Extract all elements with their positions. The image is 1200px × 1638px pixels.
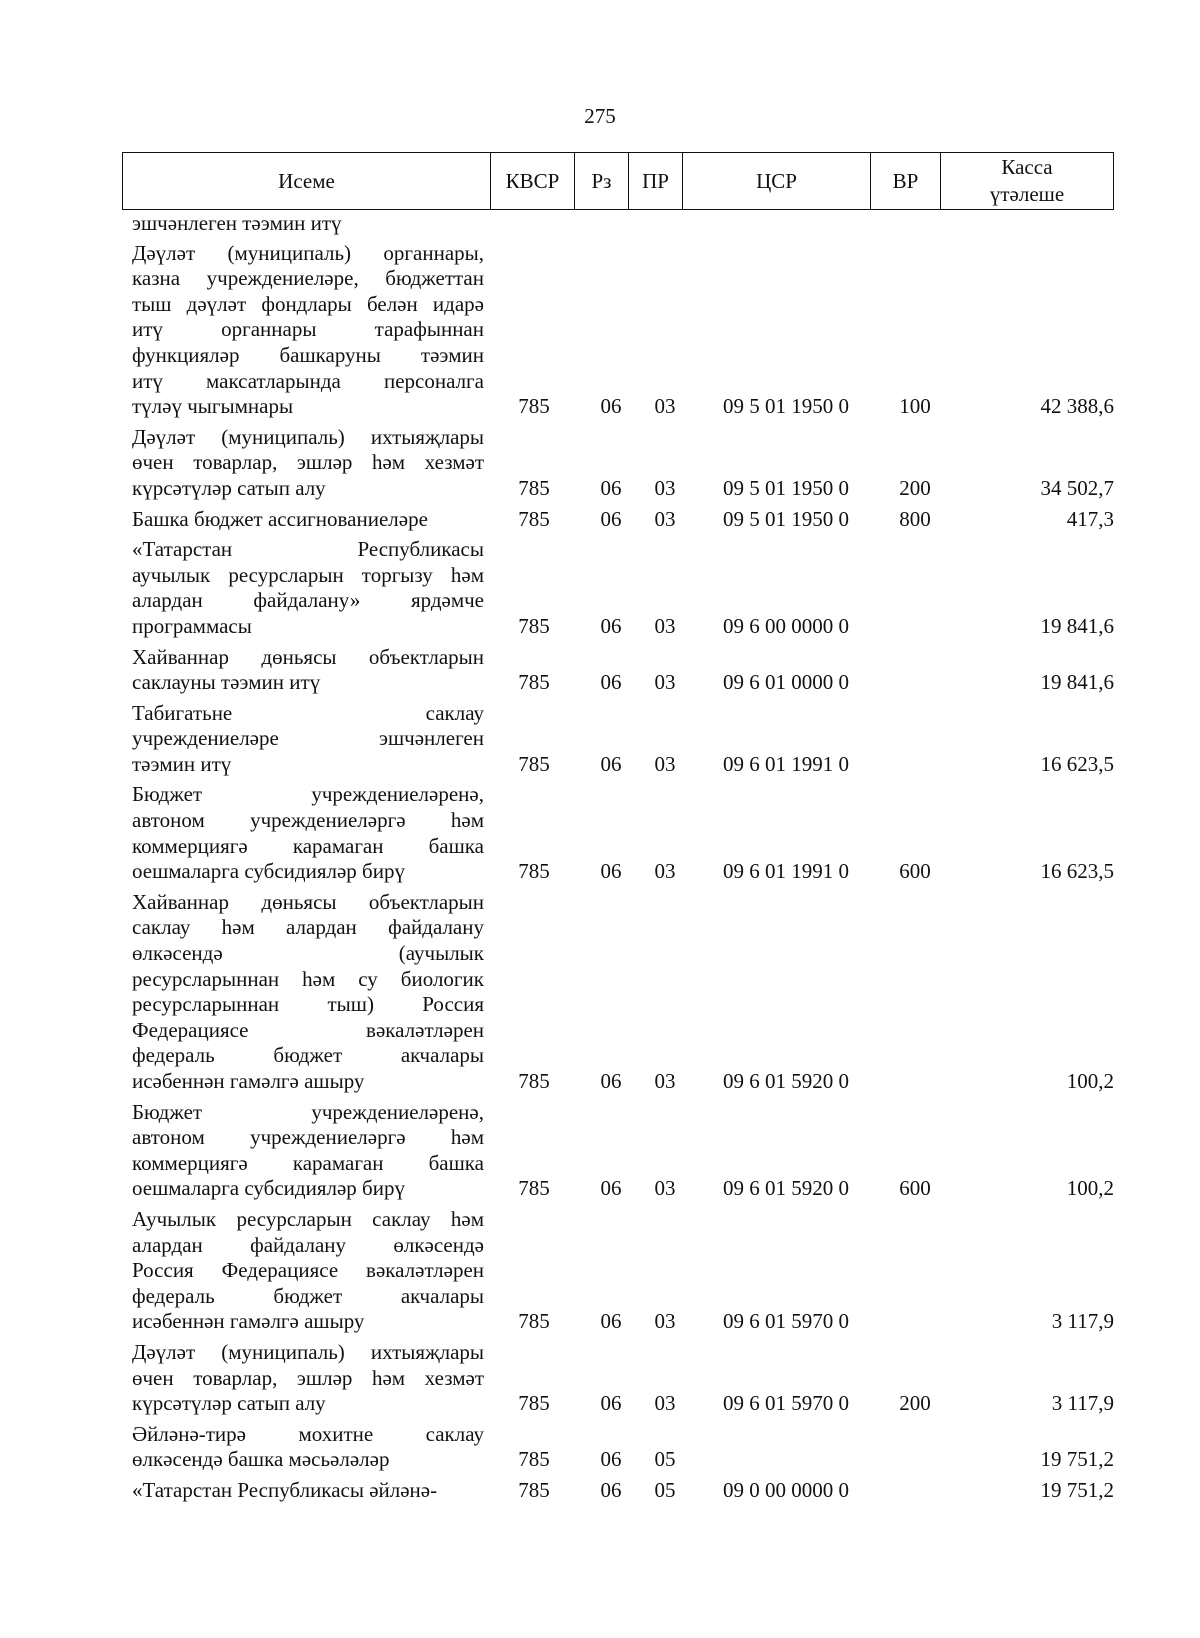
row-name-line: исәбеннән гамәлгә ашыру bbox=[132, 1069, 365, 1093]
table-row bbox=[132, 425, 1122, 502]
row-name bbox=[132, 425, 484, 502]
row-name-line: Әйләнә-тирә мохитне саклау bbox=[132, 1421, 484, 1446]
row-kvsr: 785 bbox=[518, 859, 550, 884]
row-kassa: 3 117,9 bbox=[1051, 1309, 1114, 1334]
row-pr: 03 bbox=[654, 859, 676, 884]
row-name-line: автоном учреждениеләргә һәм bbox=[132, 808, 484, 833]
row-pr: 03 bbox=[654, 1309, 676, 1334]
header-name: Исеме bbox=[123, 153, 491, 209]
row-kvsr: 785 bbox=[518, 475, 550, 500]
row-name-line: оешмаларга субсидияләр бирү bbox=[132, 859, 405, 884]
row-name-line: Бюджет учреждениеләренә, bbox=[132, 782, 484, 807]
row-name-line: Башка бюджет ассигнованиеләре bbox=[132, 506, 428, 531]
row-csr: 09 6 01 5920 0 bbox=[723, 1069, 849, 1093]
header-vr: ВР bbox=[871, 153, 941, 209]
row-name-line: коммерциягә карамаган башка bbox=[132, 833, 484, 858]
row-pr: 05 bbox=[654, 1477, 676, 1502]
row-name bbox=[132, 241, 484, 420]
row-kvsr: 785 bbox=[518, 1309, 550, 1334]
row-csr: 09 0 00 0000 0 bbox=[723, 1477, 849, 1502]
row-name-line: программасы bbox=[132, 613, 252, 638]
row-name bbox=[132, 1100, 484, 1202]
table-row bbox=[132, 1478, 1122, 1504]
header-kassa bbox=[941, 153, 1113, 209]
row-kassa: 19 751,2 bbox=[1040, 1447, 1114, 1472]
row-vr: 200 bbox=[899, 1391, 931, 1416]
row-rz: 06 bbox=[600, 506, 622, 531]
row-name-line: түләү чыгымнары bbox=[132, 394, 294, 419]
row-rz: 06 bbox=[600, 1176, 622, 1201]
row-name bbox=[132, 890, 484, 1095]
row-csr: 09 5 01 1950 0 bbox=[723, 394, 849, 419]
row-pr: 03 bbox=[654, 394, 676, 419]
row-kassa: 19 841,6 bbox=[1040, 670, 1114, 695]
row-kassa: 19 751,2 bbox=[1040, 1477, 1114, 1502]
row-name bbox=[132, 537, 484, 639]
header-kassa-line2: үтәлеше bbox=[989, 182, 1065, 206]
row-csr: 09 6 01 1991 0 bbox=[723, 859, 849, 884]
row-pr: 03 bbox=[654, 1176, 676, 1201]
row-kvsr: 785 bbox=[518, 613, 550, 638]
row-name-line: «Татарстан Республикасы bbox=[132, 537, 484, 562]
row-vr: 600 bbox=[899, 1176, 931, 1201]
row-pr: 03 bbox=[654, 751, 676, 776]
row-name bbox=[132, 1207, 484, 1335]
row-kassa: 417,3 bbox=[1066, 506, 1114, 531]
row-name-line: итү максатларында персоналга bbox=[132, 368, 484, 393]
row-name-line: Аучылык ресурсларын саклау һәм bbox=[132, 1206, 484, 1231]
page-number: 275 bbox=[584, 104, 616, 128]
row-kassa: 16 623,5 bbox=[1040, 859, 1114, 884]
row-name bbox=[132, 1478, 484, 1504]
row-kassa: 100,2 bbox=[1066, 1176, 1114, 1201]
row-name bbox=[132, 1340, 484, 1417]
row-name-line: Дәүләт (муниципаль) ихтыяҗлары bbox=[132, 1339, 484, 1364]
row-name bbox=[132, 701, 484, 778]
row-name-line: өчен товарлар, эшләр һәм хезмәт bbox=[132, 450, 484, 475]
row-name-line: автоном учреждениеләргә һәм bbox=[132, 1125, 484, 1150]
row-name-line: саклау һәм алардан файдалану bbox=[132, 915, 484, 940]
row-kvsr: 785 bbox=[518, 1391, 550, 1416]
row-pr: 03 bbox=[654, 670, 676, 695]
row-name-line: учреждениеләре эшчәнлеген bbox=[132, 726, 484, 751]
table-row bbox=[132, 1340, 1122, 1417]
row-kassa: 16 623,5 bbox=[1040, 751, 1114, 776]
table-row bbox=[132, 701, 1122, 778]
row-name-line: өлкәсендә башка мәсьәләләр bbox=[132, 1447, 390, 1472]
row-rz: 06 bbox=[600, 859, 622, 884]
row-name-line: оешмаларга субсидияләр бирү bbox=[132, 1176, 405, 1201]
header-rz: Рз bbox=[575, 153, 629, 209]
row-name-line: Дәүләт (муниципаль) ихтыяҗлары bbox=[132, 424, 484, 449]
row-name-line: тыш дәүләт фондлары белән идарә bbox=[132, 291, 484, 316]
row-name bbox=[132, 1422, 484, 1473]
row-kvsr: 785 bbox=[518, 1447, 550, 1472]
row-kvsr: 785 bbox=[518, 1176, 550, 1201]
row-csr: 09 6 01 5970 0 bbox=[723, 1309, 849, 1334]
row-name bbox=[132, 645, 484, 696]
row-pr: 05 bbox=[654, 1447, 676, 1472]
row-csr: 09 6 01 1991 0 bbox=[723, 751, 849, 776]
row-kassa: 42 388,6 bbox=[1040, 394, 1114, 419]
table-row bbox=[132, 507, 1122, 533]
row-kvsr: 785 bbox=[518, 394, 550, 419]
row-pr: 03 bbox=[654, 1391, 676, 1416]
row-csr: 09 6 00 0000 0 bbox=[723, 613, 849, 638]
row-kassa: 34 502,7 bbox=[1040, 475, 1114, 500]
row-rz: 06 bbox=[600, 1069, 622, 1093]
row-name bbox=[132, 507, 484, 533]
row-kvsr: 785 bbox=[518, 1477, 550, 1502]
row-name bbox=[132, 782, 484, 884]
row-vr: 800 bbox=[899, 506, 931, 531]
table-row bbox=[132, 211, 1122, 237]
row-kassa: 100,2 bbox=[1066, 1069, 1114, 1093]
row-name-line: күрсәтүләр сатып алу bbox=[132, 1391, 326, 1416]
row-name-line: Дәүләт (муниципаль) органнары, bbox=[132, 240, 484, 265]
row-name-line: исәбеннән гамәлгә ашыру bbox=[132, 1309, 365, 1334]
row-rz: 06 bbox=[600, 1477, 622, 1502]
row-name-line: саклауны тәэмин итү bbox=[132, 670, 321, 695]
row-name-line: Табигатьне саклау bbox=[132, 700, 484, 725]
row-name-line: Федерациясе вәкаләтләрен bbox=[132, 1017, 484, 1042]
row-rz: 06 bbox=[600, 394, 622, 419]
row-rz: 06 bbox=[600, 1309, 622, 1334]
row-csr: 09 6 01 5970 0 bbox=[723, 1391, 849, 1416]
row-name-line: алардан файдалану» ярдәмче bbox=[132, 588, 484, 613]
row-name-line: «Татарстан Республикасы әйләнә- bbox=[132, 1477, 438, 1502]
table-row bbox=[132, 1422, 1122, 1473]
row-name bbox=[132, 211, 484, 237]
row-name-line: өлкәсендә (аучылык bbox=[132, 941, 484, 966]
header-pr: ПР bbox=[629, 153, 683, 209]
row-vr: 600 bbox=[899, 859, 931, 884]
row-csr: 09 5 01 1950 0 bbox=[723, 506, 849, 531]
row-rz: 06 bbox=[600, 670, 622, 695]
row-name-line: федераль бюджет акчалары bbox=[132, 1043, 484, 1068]
row-kassa: 19 841,6 bbox=[1040, 613, 1114, 638]
row-rz: 06 bbox=[600, 1447, 622, 1472]
row-name-line: итү органнары тарафыннан bbox=[132, 317, 484, 342]
row-rz: 06 bbox=[600, 751, 622, 776]
row-kvsr: 785 bbox=[518, 1069, 550, 1093]
row-kvsr: 785 bbox=[518, 506, 550, 531]
row-pr: 03 bbox=[654, 1069, 676, 1093]
row-pr: 03 bbox=[654, 475, 676, 500]
row-rz: 06 bbox=[600, 475, 622, 500]
header-csr: ЦСР bbox=[683, 153, 871, 209]
row-kassa: 3 117,9 bbox=[1051, 1391, 1114, 1416]
table-row bbox=[132, 782, 1122, 884]
row-name-line: өчен товарлар, эшләр һәм хезмәт bbox=[132, 1365, 484, 1390]
row-name-line: Россия Федерациясе вәкаләтләрен bbox=[132, 1258, 484, 1283]
row-name-line: эшчәнлеген тәэмин итү bbox=[132, 211, 342, 235]
row-name-line: күрсәтүләр сатып алу bbox=[132, 475, 326, 500]
table-row bbox=[132, 1100, 1122, 1202]
row-vr: 100 bbox=[899, 394, 931, 419]
row-name-line: казна учреждениеләре, бюджеттан bbox=[132, 266, 484, 291]
row-csr: 09 6 01 0000 0 bbox=[723, 670, 849, 695]
row-name-line: Бюджет учреждениеләренә, bbox=[132, 1099, 484, 1124]
row-name-line: коммерциягә карамаган башка bbox=[132, 1150, 484, 1175]
row-name-line: Хайваннар дөньясы объектларын bbox=[132, 644, 484, 669]
row-csr: 09 5 01 1950 0 bbox=[723, 475, 849, 500]
table-header bbox=[122, 152, 1114, 210]
row-name-line: ресурсларыннан һәм су биологик bbox=[132, 966, 484, 991]
row-name-line: тәэмин итү bbox=[132, 751, 232, 776]
row-vr: 200 bbox=[899, 475, 931, 500]
table-row bbox=[132, 537, 1122, 639]
table-row bbox=[132, 241, 1122, 420]
row-name-line: Хайваннар дөньясы объектларын bbox=[132, 889, 484, 914]
row-rz: 06 bbox=[600, 1391, 622, 1416]
row-pr: 03 bbox=[654, 506, 676, 531]
row-pr: 03 bbox=[654, 613, 676, 638]
row-name-line: аучылык ресурсларын торгызу һәм bbox=[132, 562, 484, 587]
header-kvsr: КВСР bbox=[491, 153, 575, 209]
row-kvsr: 785 bbox=[518, 670, 550, 695]
row-name-line: ресурсларыннан тыш) Россия bbox=[132, 992, 484, 1017]
row-rz: 06 bbox=[600, 613, 622, 638]
row-kvsr: 785 bbox=[518, 751, 550, 776]
table-body bbox=[132, 211, 1122, 1509]
table-row bbox=[132, 1207, 1122, 1335]
header-kassa-line1: Касса bbox=[1001, 155, 1053, 179]
table-row bbox=[132, 645, 1122, 696]
table-row bbox=[132, 890, 1122, 1095]
row-name-line: функцияләр башкаруны тәэмин bbox=[132, 342, 484, 367]
row-name-line: федераль бюджет акчалары bbox=[132, 1283, 484, 1308]
row-csr: 09 6 01 5920 0 bbox=[723, 1176, 849, 1201]
row-name-line: алардан файдалану өлкәсендә bbox=[132, 1232, 484, 1257]
